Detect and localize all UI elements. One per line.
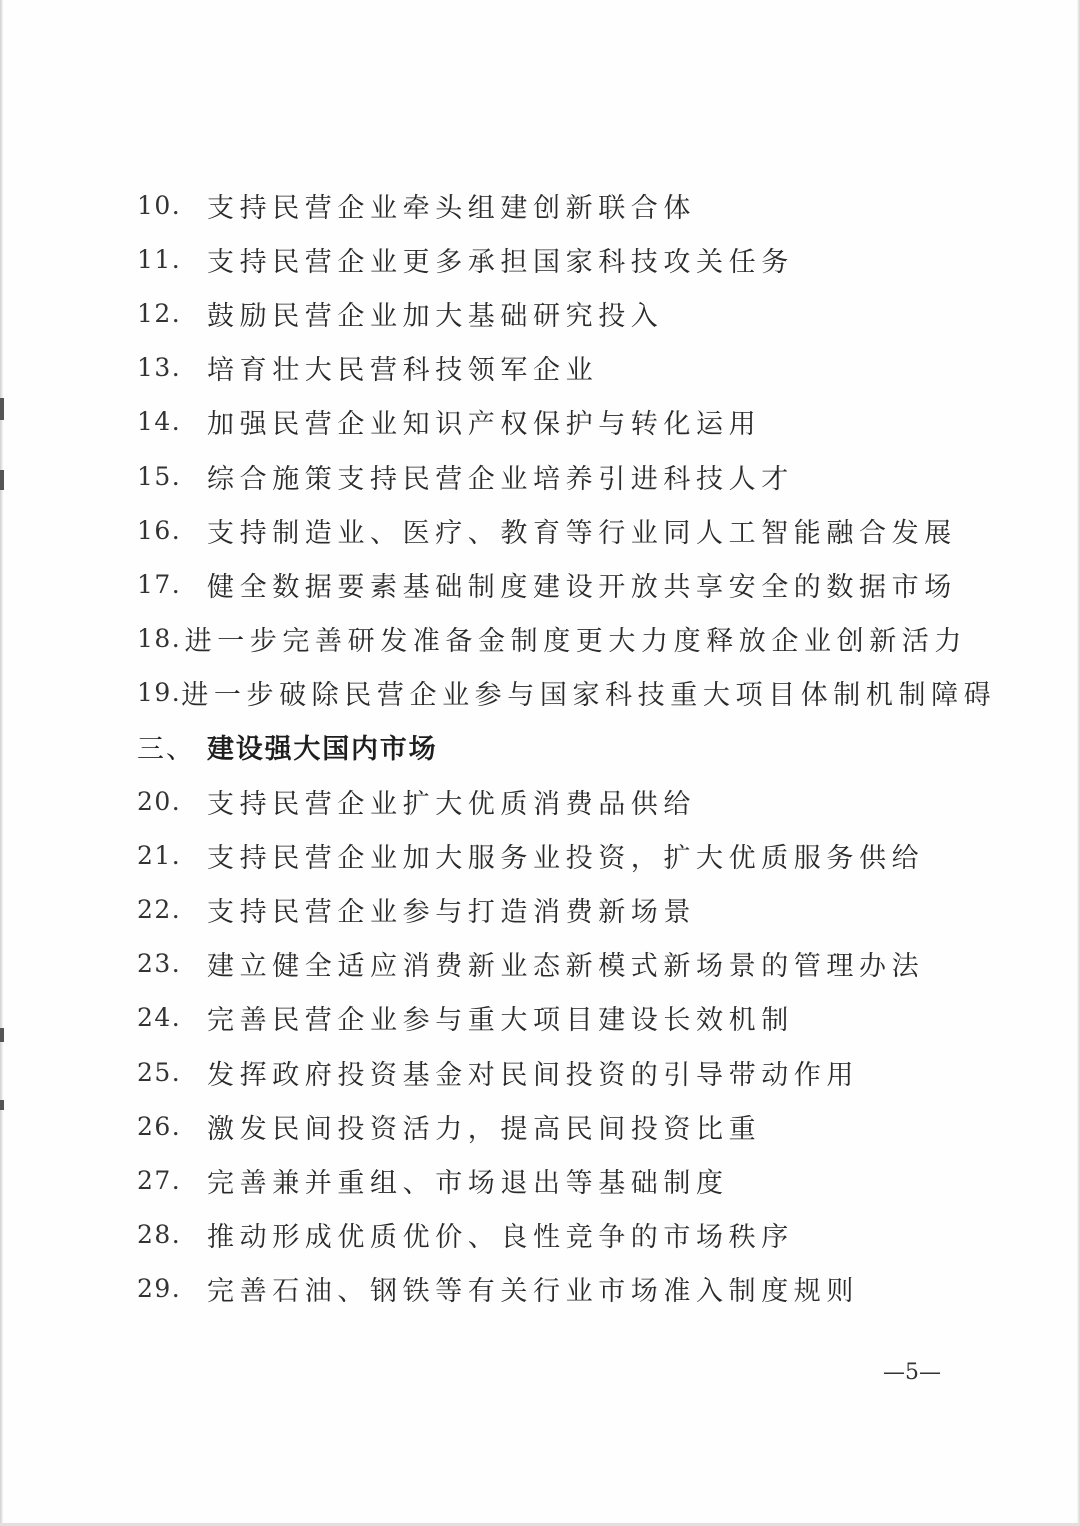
scan-mark xyxy=(0,1100,4,1110)
item-number: 13. xyxy=(137,353,182,383)
item-text: 发挥政府投资基金对民间投资的引导带动作用 xyxy=(207,1059,859,1091)
list-item xyxy=(137,449,967,503)
list-item xyxy=(137,1045,967,1099)
item-number: 28. xyxy=(137,1220,182,1250)
list-item xyxy=(137,1099,967,1153)
list-item xyxy=(137,1208,967,1262)
item-text: 支持民营企业加大服务业投资，扩大优质服务供给 xyxy=(207,842,925,874)
page-number: —5— xyxy=(883,1360,941,1385)
item-number: 11. xyxy=(137,244,182,274)
list-item xyxy=(137,1262,967,1316)
list-item xyxy=(137,828,967,882)
item-number: 18. xyxy=(137,624,182,654)
item-number: 29. xyxy=(137,1274,182,1304)
item-number: 21. xyxy=(137,840,182,870)
item-number: 16. xyxy=(137,515,182,545)
list-item xyxy=(137,286,967,340)
scan-mark xyxy=(0,470,4,490)
item-list xyxy=(137,178,997,1316)
list-item xyxy=(137,503,967,557)
list-item xyxy=(137,882,967,936)
section-number: 三、 xyxy=(137,734,195,766)
item-text: 支持民营企业更多承担国家科技攻关任务 xyxy=(207,246,794,278)
item-number: 17. xyxy=(137,569,182,599)
list-item xyxy=(137,1153,967,1207)
item-text: 完善民营企业参与重大项目建设长效机制 xyxy=(207,1005,794,1037)
item-text: 完善兼并重组、市场退出等基础制度 xyxy=(207,1167,729,1199)
item-text: 培育壮大民营科技领军企业 xyxy=(207,355,599,387)
item-text: 支持制造业、医疗、教育等行业同人工智能融合发展 xyxy=(207,517,957,549)
item-text: 加强民营企业知识产权保护与转化运用 xyxy=(207,409,762,441)
item-number: 25. xyxy=(137,1057,182,1087)
item-number: 26. xyxy=(137,1111,182,1141)
item-text: 进一步破除民营企业参与国家科技重大项目体制机制障碍 xyxy=(181,680,997,712)
item-text: 综合施策支持民营企业培养引进科技人才 xyxy=(207,463,794,495)
scan-mark xyxy=(0,398,4,420)
list-item xyxy=(137,178,967,232)
list-item xyxy=(137,341,967,395)
section-heading xyxy=(137,720,967,774)
item-number: 14. xyxy=(137,407,182,437)
list-item xyxy=(137,666,997,720)
item-text: 支持民营企业牵头组建创新联合体 xyxy=(207,192,696,224)
list-item xyxy=(137,937,967,991)
item-number: 27. xyxy=(137,1165,182,1195)
item-text: 激发民间投资活力，提高民间投资比重 xyxy=(207,1113,762,1145)
item-number: 22. xyxy=(137,895,182,925)
list-item xyxy=(137,232,967,286)
item-number: 15. xyxy=(137,461,182,491)
list-item xyxy=(137,991,967,1045)
item-number: 23. xyxy=(137,949,182,979)
item-text: 支持民营企业扩大优质消费品供给 xyxy=(207,788,696,820)
scan-mark xyxy=(0,1028,4,1042)
item-text: 支持民营企业参与打造消费新场景 xyxy=(207,897,696,929)
list-item xyxy=(137,557,967,611)
item-number: 24. xyxy=(137,1003,182,1033)
item-number: 10. xyxy=(137,190,182,220)
item-text: 鼓励民营企业加大基础研究投入 xyxy=(207,300,664,332)
item-text: 建立健全适应消费新业态新模式新场景的管理办法 xyxy=(207,951,925,983)
list-item xyxy=(137,612,967,666)
item-number: 12. xyxy=(137,298,182,328)
item-text: 完善石油、钢铁等有关行业市场准入制度规则 xyxy=(207,1276,859,1308)
list-item xyxy=(137,395,967,449)
item-text: 推动形成优质优价、良性竞争的市场秩序 xyxy=(207,1222,794,1254)
list-item xyxy=(137,774,967,828)
scan-edge-left xyxy=(0,0,3,1526)
item-number: 20. xyxy=(137,786,182,816)
section-title: 建设强大国内市场 xyxy=(207,734,438,766)
item-number: 19. xyxy=(137,678,182,708)
item-text: 健全数据要素基础制度建设开放共享安全的数据市场 xyxy=(207,571,957,603)
item-text: 进一步完善研发准备金制度更大力度释放企业创新活力 xyxy=(184,626,967,658)
